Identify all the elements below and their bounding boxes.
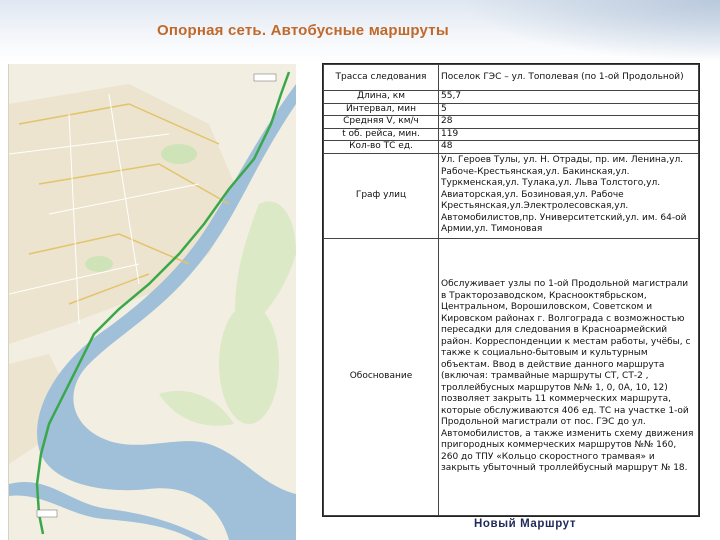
row-label: Средняя V, км/ч xyxy=(324,116,439,129)
row-label: Интервал, мин xyxy=(324,103,439,116)
row-value: 48 xyxy=(439,141,699,154)
row-value: 5 xyxy=(439,103,699,116)
row-value: Поселок ГЭС – ул. Тополевая (по 1-ой Продольной) xyxy=(439,65,699,91)
table-row xyxy=(324,128,699,141)
row-label: Граф улиц xyxy=(324,153,439,238)
table-row xyxy=(324,65,699,91)
row-value: 55,7 xyxy=(439,91,699,104)
table-row xyxy=(324,116,699,129)
table-row xyxy=(324,91,699,104)
route-map xyxy=(8,64,296,540)
new-route-label: Новый Маршрут xyxy=(474,518,577,530)
row-label: Трасса следования xyxy=(324,65,439,91)
map-graphic xyxy=(9,64,296,540)
row-label: Обоснование xyxy=(324,238,439,516)
row-label: Кол-во ТС ед. xyxy=(324,141,439,154)
row-value: Обслуживает узлы по 1-ой Продольной магистрали в Тракторозаводском, Краснооктябрьском, Центральном, Ворошиловском, Советском и Кировском районах г. Волгограда с возможностью пересадки для следования в Красноармейский район. Корреспонденции к местам работы, учёбы, с также к социально-бытовым и культурным объектам. Ввод в действие данного маршрута (включая: трамвайные маршруты СТ, СТ-2 , троллейбусных маршрутов №№ 1, 0, 0А, 10, 12) позволяет закрыть 11 коммерческих маршрута, которые обслуживаются 406 ед. ТС на участке 1-ой Продольной магистрали от пос. ГЭС до ул. Автомобилистов, а также изменить схему движения пригородных коммерческих маршрутов №№ 160, 260 до ТПУ «Кольцо скоростного трамвая» и закрыть убыточный троллейбусный маршрут № 18. xyxy=(439,238,699,516)
header-decoration xyxy=(460,0,720,62)
route-info-table xyxy=(322,63,700,517)
row-value: Ул. Героев Тулы, ул. Н. Отрады, пр. им. Ленина,ул. Рабоче-Крестьянская,ул. Бакинская,ул. Туркменская,ул. Тулака,ул. Льва Толстого,ул. Авиаторская,ул. Бозиновая,ул. Рабоче Крестьянская,ул.Электролесовская,ул. Автомобилистов,пр. Университетский,ул. им. 64-ой Армии,ул. Тимоновая xyxy=(439,153,699,238)
row-label: Длина, км xyxy=(324,91,439,104)
row-value: 28 xyxy=(439,116,699,129)
table-row xyxy=(324,153,699,238)
table-row xyxy=(324,141,699,154)
row-label: t об. рейса, мин. xyxy=(324,128,439,141)
row-value: 119 xyxy=(439,128,699,141)
table-row xyxy=(324,103,699,116)
table-row xyxy=(324,238,699,516)
slide-title: Опорная сеть. Автобусные маршруты xyxy=(157,22,449,39)
